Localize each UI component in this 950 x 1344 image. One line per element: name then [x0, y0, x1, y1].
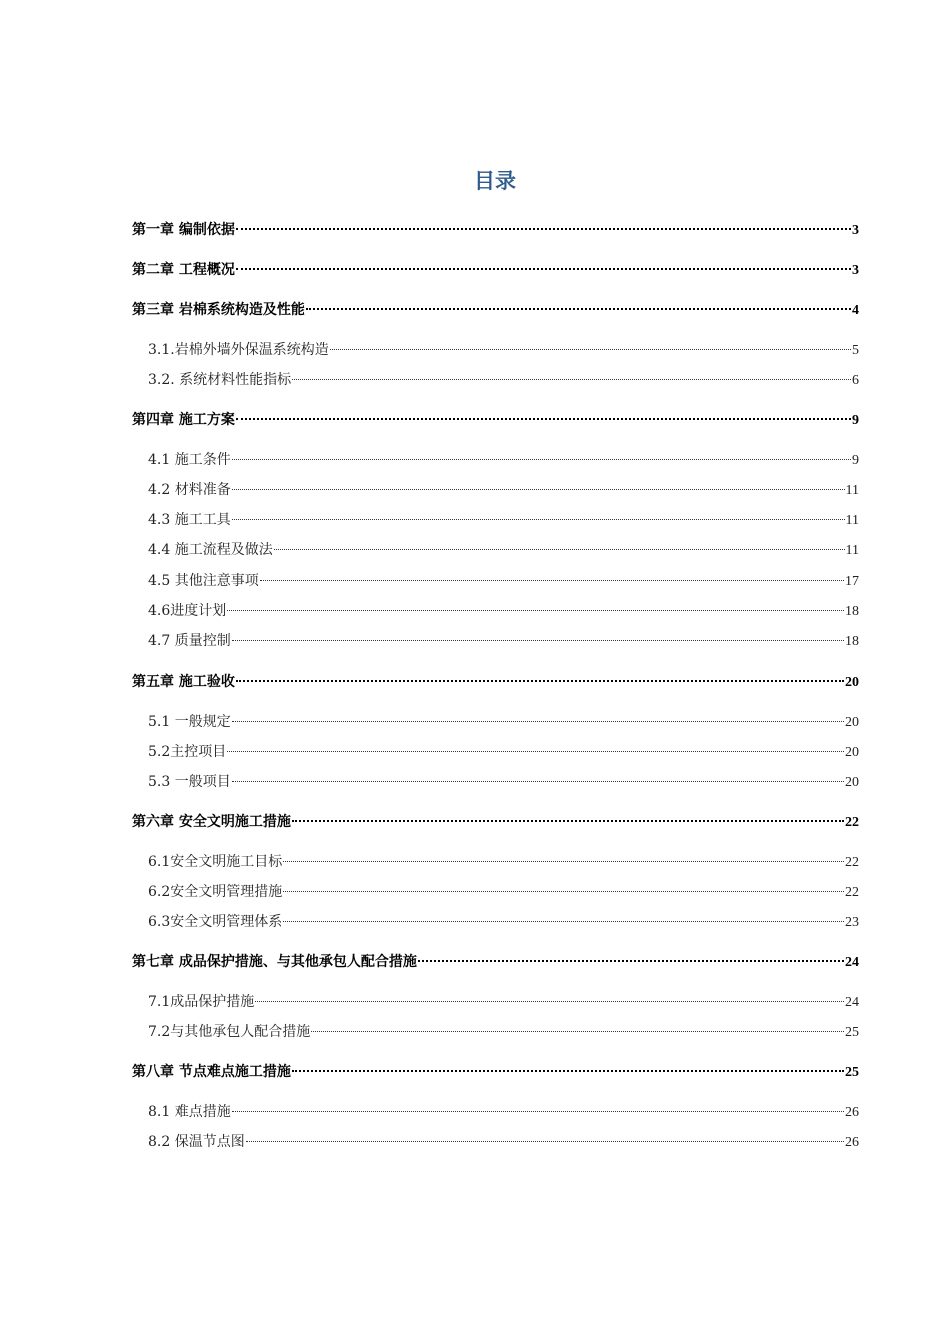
toc-entry-page-number: 11: [845, 483, 859, 498]
toc-dot-leader: [236, 214, 851, 234]
toc-entry-label: 4.7 质量控制: [148, 633, 231, 649]
toc-dot-leader: [283, 876, 844, 896]
toc-entry-label: 4.1 施工条件: [148, 452, 231, 468]
toc-entry-label: 5.3 一般项目: [148, 774, 231, 790]
toc-entry-label: 4.4 施工流程及做法: [148, 542, 273, 558]
toc-dot-leader: [283, 906, 844, 926]
toc-chapter-entry[interactable]: [132, 294, 859, 318]
toc-entry-page-number: 3: [852, 223, 859, 238]
toc-dot-leader: [227, 595, 844, 615]
toc-dot-leader: [232, 706, 844, 726]
toc-entry-page-number: 11: [845, 543, 859, 558]
toc-entry-label: 4.6进度计划: [148, 603, 227, 619]
toc-chapter-entry[interactable]: [132, 806, 859, 830]
toc-section-entry[interactable]: [148, 986, 859, 1010]
toc-chapter-entry[interactable]: [132, 1056, 859, 1080]
toc-section-entry[interactable]: [148, 736, 859, 760]
toc-chapter-entry[interactable]: [132, 404, 859, 428]
toc-entry-label: 7.1成品保护措施: [148, 994, 255, 1010]
toc-section-entry[interactable]: [148, 906, 859, 930]
toc-section-entry[interactable]: [148, 504, 859, 528]
toc-chapter-entry[interactable]: [132, 214, 859, 238]
toc-dot-leader: [227, 736, 844, 756]
toc-section-entry[interactable]: [148, 876, 859, 900]
toc-title: 目录: [474, 169, 516, 193]
toc-entry-page-number: 26: [845, 1135, 859, 1150]
toc-dot-leader: [306, 294, 851, 314]
toc-dot-leader: [260, 565, 844, 585]
toc-entry-label: 8.2 保温节点图: [148, 1134, 245, 1150]
toc-dot-leader: [292, 1056, 844, 1076]
toc-entry-page-number: 6: [852, 373, 859, 388]
toc-section-entry[interactable]: [148, 1126, 859, 1150]
toc-entry-page-number: 22: [845, 855, 859, 870]
toc-section-entry[interactable]: [148, 1016, 859, 1040]
toc-section-entry[interactable]: [148, 444, 859, 468]
toc-dot-leader: [236, 404, 851, 424]
toc-entry-page-number: 17: [845, 574, 859, 589]
toc-section-entry[interactable]: [148, 534, 859, 558]
toc-dot-leader: [255, 986, 844, 1006]
toc-entry-page-number: 18: [845, 634, 859, 649]
toc-dot-leader: [232, 504, 845, 524]
toc-dot-leader: [232, 444, 851, 464]
toc-dot-leader: [232, 766, 844, 786]
toc-entry-page-number: 22: [845, 815, 859, 830]
toc-entry-label: 3.1.岩棉外墙外保温系统构造: [148, 342, 329, 358]
toc-section-entry[interactable]: [148, 334, 859, 358]
toc-entry-label: 5.2主控项目: [148, 744, 227, 760]
toc-entry-label: 4.2 材料准备: [148, 482, 231, 498]
toc-entry-page-number: 20: [845, 715, 859, 730]
toc-dot-leader: [292, 364, 851, 384]
toc-dot-leader: [311, 1016, 844, 1036]
toc-entry-label: 第四章 施工方案: [132, 412, 235, 428]
toc-dot-leader: [236, 666, 844, 686]
toc-entry-page-number: 20: [845, 745, 859, 760]
toc-entry-label: 第二章 工程概况: [132, 262, 235, 278]
toc-dot-leader: [418, 946, 844, 966]
toc-dot-leader: [330, 334, 851, 354]
toc-entry-label: 3.2. 系统材料性能指标: [148, 372, 292, 388]
toc-dot-leader: [292, 806, 844, 826]
toc-dot-leader: [232, 625, 844, 645]
toc-entry-label: 8.1 难点措施: [148, 1104, 231, 1120]
toc-entry-label: 4.5 其他注意事项: [148, 573, 259, 589]
toc-entry-label: 第五章 施工验收: [132, 674, 235, 690]
toc-chapter-entry[interactable]: [132, 946, 859, 970]
toc-entry-page-number: 26: [845, 1105, 859, 1120]
toc-entry-page-number: 20: [845, 675, 859, 690]
toc-entry-label: 第一章 编制依据: [132, 222, 235, 238]
toc-entry-label: 第八章 节点难点施工措施: [132, 1064, 291, 1080]
toc-entry-page-number: 24: [845, 995, 859, 1010]
toc-chapter-entry[interactable]: [132, 254, 859, 278]
toc-chapter-entry[interactable]: [132, 666, 859, 690]
toc-entry-label: 7.2与其他承包人配合措施: [148, 1024, 311, 1040]
toc-entry-label: 5.1 一般规定: [148, 714, 231, 730]
toc-section-entry[interactable]: [148, 474, 859, 498]
toc-entry-page-number: 3: [852, 263, 859, 278]
toc-entry-label: 4.3 施工工具: [148, 512, 231, 528]
toc-section-entry[interactable]: [148, 706, 859, 730]
toc-entry-label: 第三章 岩棉系统构造及性能: [132, 302, 305, 318]
toc-dot-leader: [283, 846, 844, 866]
toc-section-entry[interactable]: [148, 846, 859, 870]
toc-entry-label: 6.3安全文明管理体系: [148, 914, 283, 930]
toc-entry-label: 6.2安全文明管理措施: [148, 884, 283, 900]
toc-entry-page-number: 4: [852, 303, 859, 318]
toc-entry-page-number: 5: [852, 343, 859, 358]
toc-entry-page-number: 22: [845, 885, 859, 900]
toc-entry-page-number: 9: [852, 453, 859, 468]
toc-section-entry[interactable]: [148, 1096, 859, 1120]
toc-entry-page-number: 25: [845, 1025, 859, 1040]
toc-entry-page-number: 23: [845, 915, 859, 930]
toc-entry-page-number: 20: [845, 775, 859, 790]
toc-section-entry[interactable]: [148, 625, 859, 649]
toc-dot-leader: [232, 474, 845, 494]
toc-entry-page-number: 24: [845, 955, 859, 970]
toc-entry-label: 6.1安全文明施工目标: [148, 854, 283, 870]
toc-dot-leader: [236, 254, 851, 274]
toc-entry-page-number: 18: [845, 604, 859, 619]
toc-dot-leader: [274, 534, 845, 554]
toc-section-entry[interactable]: [148, 595, 859, 619]
toc-entry-page-number: 9: [852, 413, 859, 428]
toc-section-entry[interactable]: [148, 364, 859, 388]
toc-dot-leader: [246, 1126, 844, 1146]
toc-section-entry[interactable]: [148, 565, 859, 589]
toc-section-entry[interactable]: [148, 766, 859, 790]
toc-entry-label: 第六章 安全文明施工措施: [132, 814, 291, 830]
toc-dot-leader: [232, 1096, 844, 1116]
toc-entry-page-number: 25: [845, 1065, 859, 1080]
toc-entry-label: 第七章 成品保护措施、与其他承包人配合措施: [132, 954, 417, 970]
toc-entry-page-number: 11: [845, 513, 859, 528]
